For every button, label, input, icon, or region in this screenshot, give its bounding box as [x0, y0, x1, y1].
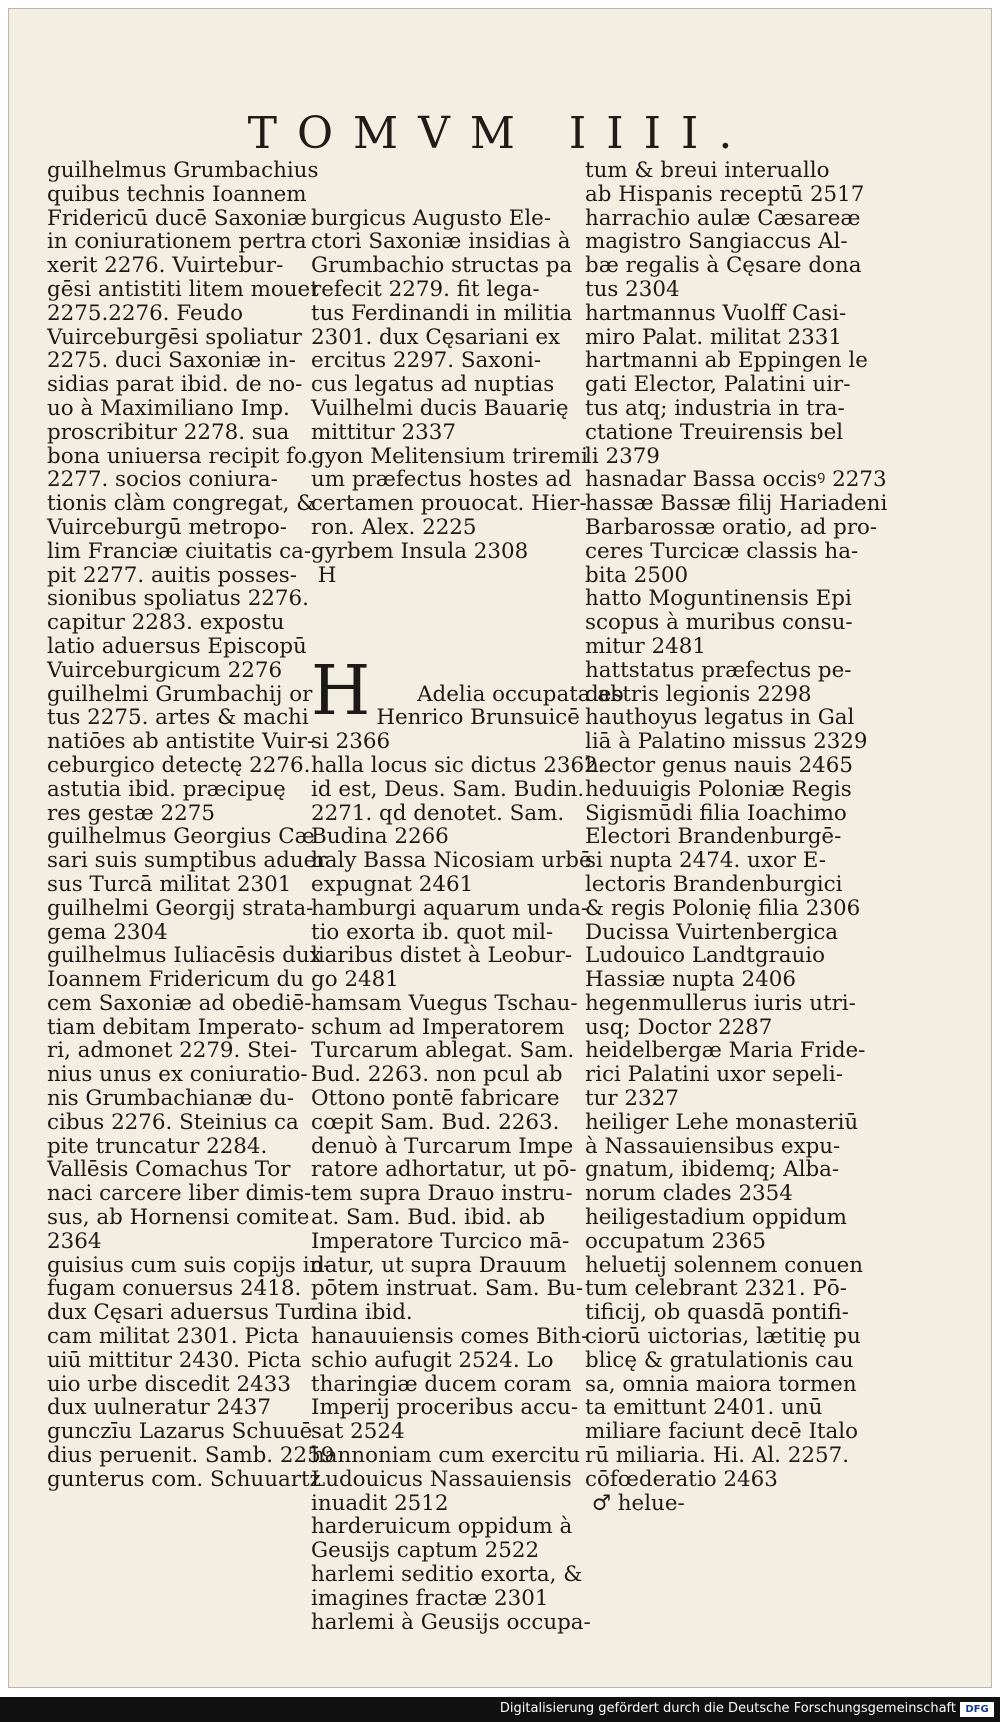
index-column-2-bottom-text: Adelia occupata ab Henrico Brunsuicē si 2366 halla locus sic dictus 2362. id est, Deus. Sam. Budin. 2271. qd denotet. Sam. Budina 2266 haly Bassa Nicosiam urbē expugnat 2461 hamburgi aquarum unda- tio exorta ib. quot mil- liaribus distet à Leobur- go 2481 hamsam Vuegus Tschau- schum ad Imperatorem Turcarum ablegat. Sam. Bud. 2263. non pcul ab Ottono pontē fabricare cœpit Sam. Bud. 2263. denuò à Turcarum Impe ratore adhortatur, ut pō- tem supra Drauo instru- at. Sam. Bud. ibid. ab Imperatore Turcico mā- datur, ut supra Drauum pōtem instruat. Sam. Bu- dina ibid. hanauuiensis comes Bith- schio aufugit 2524. Lo tharingiæ ducem coram Imperij proceribus accu- sat 2524 hannoniam cum exercitu Ludouicus Nassauiensis inuadit 2512 harderuicum oppidum à Geusijs captum 2522 harlemi seditio exorta, & imagines fractæ 2301 harlemi à Geusijs occupa-	[311, 681, 624, 1635]
index-column-3: tum & breui interuallo ab Hispanis receptū 2517 harrachio aulæ Cæsareæ magistro Sangiaccus Al- bæ regalis à Cęsare dona tus 2304 hartmannus Vuolff Casi- miro Palat. militat 2331 hartmanni ab Eppingen le gati Elector, Palatini uir- tus atq; industria in tra- ctatione Treuirensis bel li 2379 hasnadar Bassa occisꝰ 2273 hassæ Bassæ filij Hariadeni Barbarossæ oratio, ad pro- ceres Turcicæ classis ha- bita 2500 hatto Moguntinensis Epi scopus à muribus consu- mitur 2481 hattstatus præfectus pe- destris legionis 2298 hauthoyus legatus in Gal liā à Palatino missus 2329 hector genus nauis 2465 heduuigis Poloniæ Regis Sigismūdi filia Ioachimo Electori Brandenburgē- si nupta 2474. uxor E- lectoris Brandenburgici & regis Polonię filia 2306 Ducissa Vuirtenbergica Ludouico Landtgrauio Hassiæ nupta 2406 hegenmullerus iuris utri- usq; Doctor 2287 heidelbergæ Maria Fride- rici Palatini uxor sepeli- tur 2327 heiliger Lehe monasteriū à Nassauiensibus expu- gnatum, ibidemq; Alba- norum clades 2354 heiligestadium oppidum occupatum 2365 heluetij solennem conuen tum celebrant 2321. Pō- tificij, ob quasdā pontifi- ciorū uictorias, lætitię pu blicę & gratulationis cau sa, omnia maiora tormen ta emittunt 2401. unū miliare faciunt decē Italo rū miliaria. Hi. Al. 2257. cōfœderatio 2463 ♂ helue-	[585, 158, 888, 1516]
index-column-1: guilhelmus Grumbachius quibus technis Ioannem Fridericū ducē Saxoniæ in coniurationem pertra xerit 2276. Vuirtebur- gēsi antistiti litem mouet 2275.2276. Feudo Vuirceburgēsi spoliatur 2275. duci Saxoniæ in- sidias parat ibid. de no- uo à Maximiliano Imp. proscribitur 2278. sua bona uniuersa recipit fo. 2277. socios coniura- tionis clàm congregat, & Vuirceburgū metropo- lim Franciæ ciuitatis ca- pit 2277. auitis posses- sionibus spoliatus 2276. capitur 2283. expostu latio aduersus Episcopū Vuirceburgicum 2276 guilhelmi Grumbachij or tus 2275. artes & machi natiōes ab antistite Vuir- ceburgico detectę 2276. astutia ibid. præcipuę res gestæ 2275 guilhelmus Georgius Cæ sari suis sumptibus aduer sus Turcā militat 2301 guilhelmi Georgij strata- gema 2304 guilhelmus Iuliacēsis dux Ioannem Fridericum du cem Saxoniæ ad obediē- tiam debitam Imperato- ri, admonet 2279. Stei- nius unus ex coniuratio- nis Grumbachianæ du- cibus 2276. Steinius ca pite truncatur 2284. Vallēsis Comachus Tor naci carcere liber dimis- sus, ab Hornensi comite 2364 guisius cum suis copijs in- fugam conuersus 2418. dux Cęsari aduersus Tur cam militat 2301. Picta uiū mittitur 2430. Picta uio urbe discedit 2433 dux uulneratur 2437 gunczīu Lazarus Schuuē dius peruenit. Samb. 2259 gunterus com. Schuuartz	[47, 158, 335, 1492]
decorated-initial: H	[311, 651, 371, 731]
index-column-2	[311, 159, 624, 1706]
book-page	[8, 8, 992, 1688]
page-header-title: TOMVM IIII.	[247, 108, 753, 159]
footer-text: Digitalisierung gefördert durch die Deutsche Forschungsgemeinschaft	[499, 1701, 956, 1716]
footer-bar	[0, 1697, 1000, 1722]
index-column-2-bottom	[311, 635, 624, 1658]
dfg-logo: DFG	[960, 1702, 994, 1717]
index-column-2-top: burgicus Augusto Ele- ctori Saxoniæ insidias à Grumbachio structas pa refecit 2279. fit lega- tus Ferdinandi in militia 2301. dux Cęsariani ex ercitus 2297. Saxoni- cus legatus ad nuptias Vuilhelmi ducis Bauarię mittitur 2337 gyon Melitensium triremi um præfectus hostes ad certamen prouocat. Hier- ron. Alex. 2225 gyrbem Insula 2308 H	[311, 205, 588, 588]
